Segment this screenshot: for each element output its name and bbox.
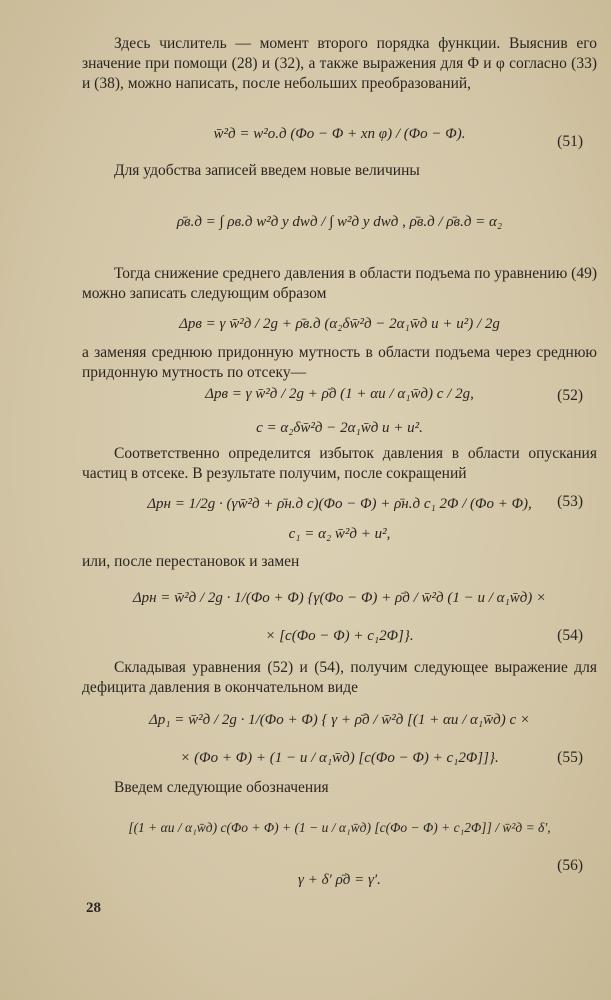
page-number: 28 (86, 900, 101, 916)
equation-56-line-1: [(1 + αu / α₁w̄д) c(Φо + Φ) + (1 − u / α₁w̄д) [c(Φо − Φ) + c₁2Φ]] / w̄²д = δ′, (128, 820, 551, 835)
equation-number-55: (55) (557, 749, 583, 766)
paragraph-6: или, после перестановок и замен (82, 553, 300, 570)
equation-number-52: (52) (557, 387, 583, 404)
equation-55-line-2: × (Φо + Φ) + (1 − u / α₁w̄д) [c(Φо − Φ) + c₁2Φ]]}. (180, 750, 499, 766)
equation-definitions (82, 186, 597, 260)
equation-pressure-rise-body: Δpв = γ w̄²д / 2g + ρ̄в.д (α₂δw̄²д − 2α₁w̄д u + u²) / 2g (179, 316, 500, 332)
equation-52 (82, 376, 597, 440)
equation-number-54: (54) (557, 627, 583, 644)
equation-number-51: (51) (557, 133, 583, 150)
equation-54-line-1: Δpн = w̄²д / 2g · 1/(Φо + Φ) {γ(Φо − Φ) + ρ̄д / w̄²д (1 − u / α₁w̄д) × (132, 590, 547, 606)
equation-52-line-1: Δpв = γ w̄²д / 2g + ρ̄д (1 + αu / α₁w̄д) c / 2g, (205, 386, 474, 402)
equation-number-53: (53) (557, 493, 583, 510)
equation-56 (82, 800, 597, 896)
equation-definitions-body: ρ̄в.д = ∫ ρв.д w²д y dwд / ∫ w²д y dwд , ρ̄в.д / ρ̄в.д = α₂ (176, 214, 503, 230)
paragraph-1: Здесь числитель — момент второго порядка функции. Выяснив его значение при помощи (28) и (32), а также выражения для Φ и φ согласно (33) и (38), можно написать, после небольших преобразований, (82, 35, 597, 92)
equation-53-line-1: Δpн = 1/2g · (γw̄²д + ρ̄н.д c)(Φо − Φ) + ρ̄н.д c₁ 2Φ / (Φо + Φ), (147, 496, 532, 512)
equation-55-line-1: Δp₁ = w̄²д / 2g · 1/(Φо + Φ) { γ + ρ̄д / w̄²д [(1 + αu / α₁w̄д) c × (148, 712, 531, 728)
equation-pressure-rise (82, 304, 597, 344)
equation-54 (82, 574, 597, 650)
paragraph-3: Тогда снижение среднего давления в области подъема по уравнению (49) можно записать следующим образом (82, 265, 597, 302)
equation-51 (82, 118, 597, 158)
equation-55 (82, 698, 597, 776)
paragraph-2: Для удобства записей введем новые величины (114, 162, 420, 179)
paragraph-8: Введем следующие обозначения (114, 779, 329, 796)
paragraph-5: Соответственно определится избыток давления в области опускания частиц в отсеке. В результате получим, после сокращений (82, 445, 597, 482)
equation-51-body: w̄²д = w²о.д (Φо − Φ + xп φ) / (Φо − Φ). (213, 126, 466, 142)
equation-53 (82, 482, 597, 548)
paragraph-7: Складывая уравнения (52) и (54), получим следующее выражение для дефицита давления в окончательном виде (82, 659, 597, 696)
equation-number-56: (56) (557, 857, 583, 874)
paragraph-4: а заменяя среднюю придонную мутность в области подъема через среднюю придонную мутность по отсеку— (82, 344, 597, 381)
equation-54-line-2: × [c(Φо − Φ) + c₁2Φ]}. (265, 628, 414, 644)
equation-52-line-2: c = α₂δw̄²д − 2α₁w̄д u + u². (256, 420, 423, 436)
equation-53-line-2: c₁ = α₂ w̄²д + u², (288, 526, 391, 542)
equation-56-line-2: γ + δ′ ρ̄д = γ′. (298, 872, 381, 888)
